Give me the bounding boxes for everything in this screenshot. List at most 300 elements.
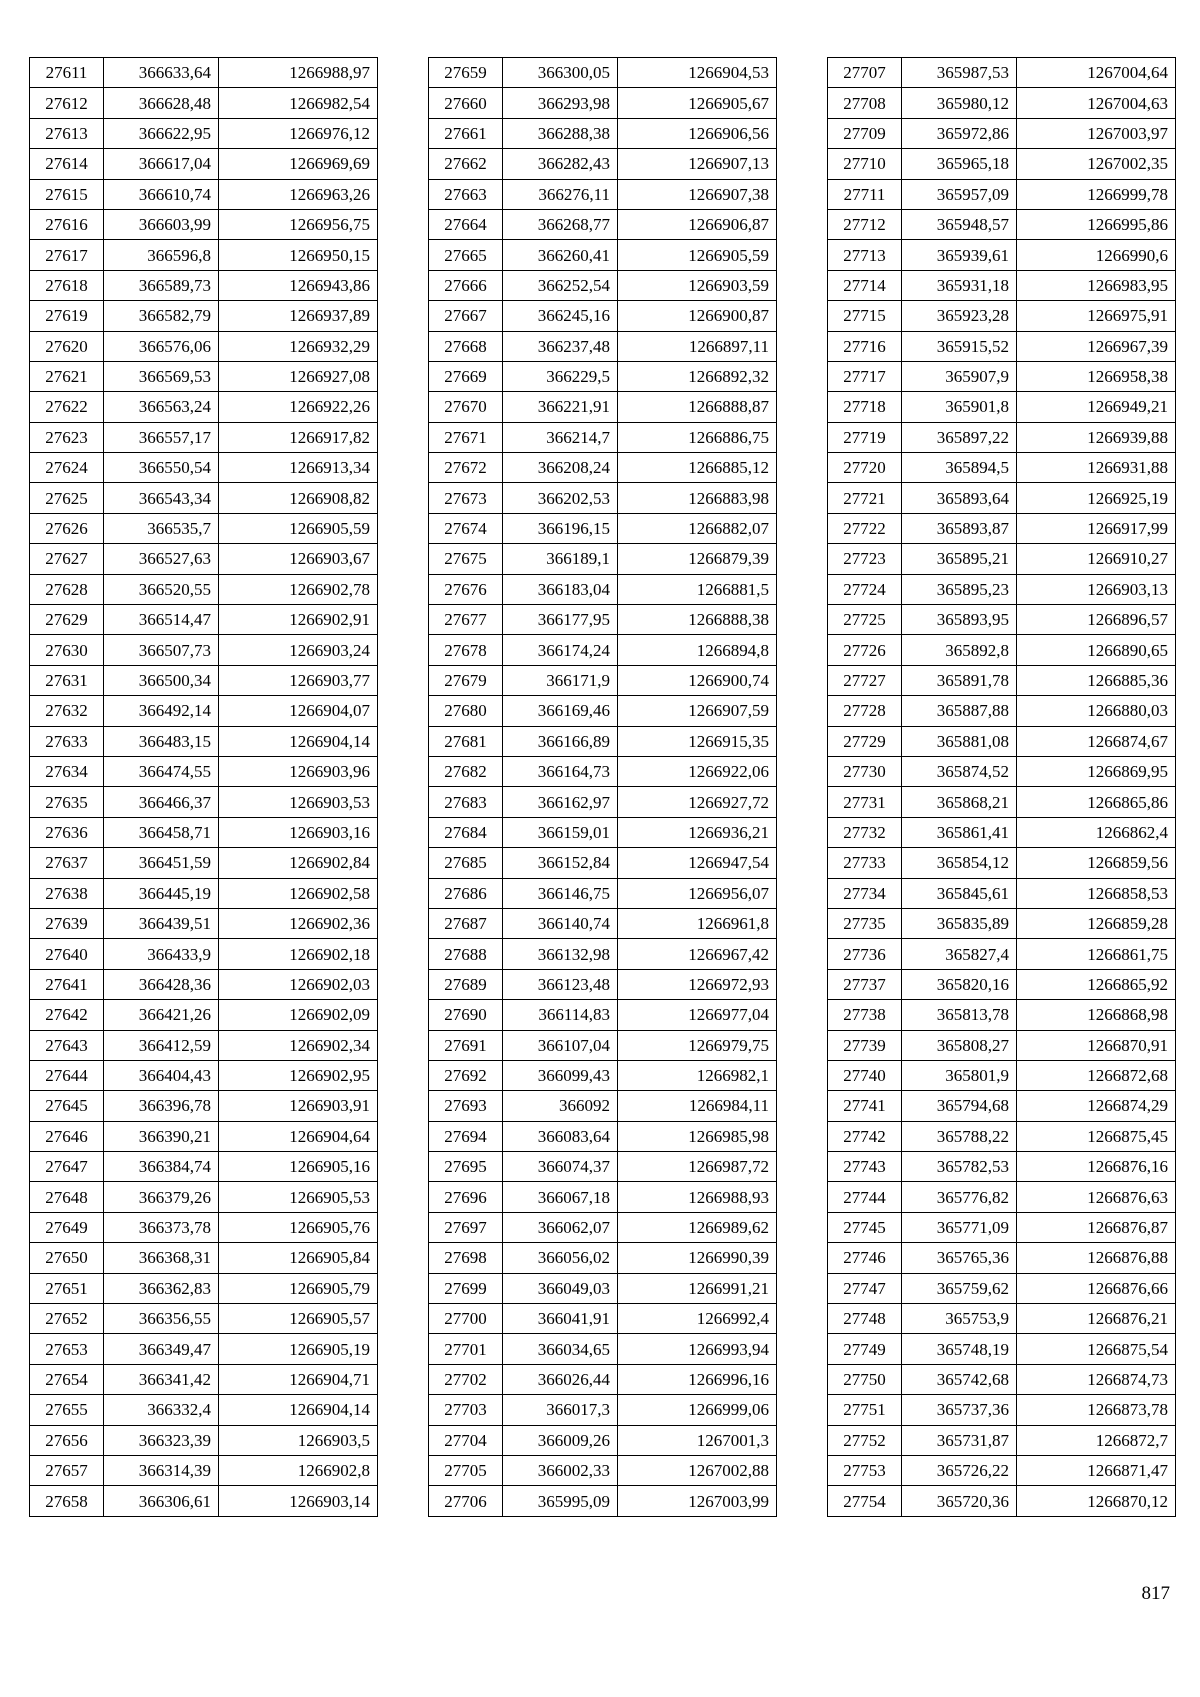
point-number-cell: 27614 (30, 149, 104, 179)
y-coordinate-cell: 1266976,12 (219, 118, 378, 148)
point-number-cell: 27640 (30, 939, 104, 969)
point-number-cell: 27625 (30, 483, 104, 513)
x-coordinate-cell: 365892,8 (902, 635, 1017, 665)
point-number-cell: 27729 (828, 726, 902, 756)
table-row (30, 331, 378, 361)
y-coordinate-cell: 1266902,91 (219, 605, 378, 635)
y-coordinate-cell: 1266903,77 (219, 665, 378, 695)
point-number-cell: 27668 (429, 331, 503, 361)
x-coordinate-cell: 366009,26 (503, 1425, 618, 1455)
table-row (30, 939, 378, 969)
x-coordinate-cell: 365895,23 (902, 574, 1017, 604)
x-coordinate-cell: 366356,55 (104, 1304, 219, 1334)
y-coordinate-cell: 1266894,8 (618, 635, 777, 665)
point-number-cell: 27694 (429, 1121, 503, 1151)
x-coordinate-cell: 366282,43 (503, 149, 618, 179)
table-row (30, 574, 378, 604)
table-row (429, 1152, 777, 1182)
table-row (30, 422, 378, 452)
y-coordinate-cell: 1266861,75 (1017, 939, 1176, 969)
point-number-cell: 27622 (30, 392, 104, 422)
table-row (30, 149, 378, 179)
table-row (30, 1091, 378, 1121)
y-coordinate-cell: 1266902,36 (219, 908, 378, 938)
table-row (429, 149, 777, 179)
y-coordinate-cell: 1266905,57 (219, 1304, 378, 1334)
point-number-cell: 27724 (828, 574, 902, 604)
point-number-cell: 27749 (828, 1334, 902, 1364)
table-row (429, 331, 777, 361)
table-row (429, 1334, 777, 1364)
point-number-cell: 27627 (30, 544, 104, 574)
point-number-cell: 27719 (828, 422, 902, 452)
point-number-cell: 27739 (828, 1030, 902, 1060)
y-coordinate-cell: 1266905,53 (219, 1182, 378, 1212)
y-coordinate-cell: 1266905,59 (618, 240, 777, 270)
x-coordinate-cell: 366252,54 (503, 270, 618, 300)
table-row (828, 1000, 1176, 1030)
y-coordinate-cell: 1266865,86 (1017, 787, 1176, 817)
point-number-cell: 27649 (30, 1212, 104, 1242)
table-row (429, 605, 777, 635)
table-row (429, 392, 777, 422)
y-coordinate-cell: 1266917,99 (1017, 513, 1176, 543)
x-coordinate-cell: 365995,09 (503, 1486, 618, 1516)
table-row (429, 179, 777, 209)
x-coordinate-cell: 366276,11 (503, 179, 618, 209)
x-coordinate-cell: 366428,36 (104, 969, 219, 999)
y-coordinate-cell: 1266903,91 (219, 1091, 378, 1121)
point-number-cell: 27753 (828, 1455, 902, 1485)
table-row (30, 392, 378, 422)
table-row (30, 787, 378, 817)
y-coordinate-cell: 1266885,36 (1017, 665, 1176, 695)
x-coordinate-cell: 365874,52 (902, 756, 1017, 786)
x-coordinate-cell: 365965,18 (902, 149, 1017, 179)
point-number-cell: 27691 (429, 1030, 503, 1060)
point-number-cell: 27675 (429, 544, 503, 574)
y-coordinate-cell: 1266922,26 (219, 392, 378, 422)
y-coordinate-cell: 1266904,71 (219, 1364, 378, 1394)
point-number-cell: 27712 (828, 209, 902, 239)
y-coordinate-cell: 1266907,38 (618, 179, 777, 209)
x-coordinate-cell: 365845,61 (902, 878, 1017, 908)
table-row (828, 908, 1176, 938)
table-row (828, 969, 1176, 999)
table-row (429, 1212, 777, 1242)
table-row (429, 118, 777, 148)
y-coordinate-cell: 1266903,67 (219, 544, 378, 574)
point-number-cell: 27620 (30, 331, 104, 361)
table-row (828, 422, 1176, 452)
y-coordinate-cell: 1266881,5 (618, 574, 777, 604)
table-row (429, 848, 777, 878)
point-number-cell: 27706 (429, 1486, 503, 1516)
y-coordinate-cell: 1266992,4 (618, 1304, 777, 1334)
x-coordinate-cell: 366563,24 (104, 392, 219, 422)
table-row (828, 1364, 1176, 1394)
x-coordinate-cell: 365820,16 (902, 969, 1017, 999)
x-coordinate-cell: 366421,26 (104, 1000, 219, 1030)
point-number-cell: 27641 (30, 969, 104, 999)
table-row (30, 848, 378, 878)
y-coordinate-cell: 1266905,67 (618, 88, 777, 118)
y-coordinate-cell: 1266927,72 (618, 787, 777, 817)
point-number-cell: 27730 (828, 756, 902, 786)
table-row (828, 1121, 1176, 1151)
y-coordinate-cell: 1266949,21 (1017, 392, 1176, 422)
x-coordinate-cell: 365794,68 (902, 1091, 1017, 1121)
y-coordinate-cell: 1266902,09 (219, 1000, 378, 1030)
y-coordinate-cell: 1266950,15 (219, 240, 378, 270)
table-row (828, 1395, 1176, 1425)
y-coordinate-cell: 1266874,29 (1017, 1091, 1176, 1121)
x-coordinate-cell: 366229,5 (503, 361, 618, 391)
table-row (30, 1304, 378, 1334)
point-number-cell: 27686 (429, 878, 503, 908)
x-coordinate-cell: 366268,77 (503, 209, 618, 239)
x-coordinate-cell: 366589,73 (104, 270, 219, 300)
y-coordinate-cell: 1266865,92 (1017, 969, 1176, 999)
y-coordinate-cell: 1266958,38 (1017, 361, 1176, 391)
point-number-cell: 27713 (828, 240, 902, 270)
table-row (30, 483, 378, 513)
point-number-cell: 27642 (30, 1000, 104, 1030)
table-row (30, 635, 378, 665)
table-row (828, 605, 1176, 635)
x-coordinate-cell: 366164,73 (503, 756, 618, 786)
table-row (429, 88, 777, 118)
point-number-cell: 27709 (828, 118, 902, 148)
y-coordinate-cell: 1266915,35 (618, 726, 777, 756)
table-row (828, 665, 1176, 695)
x-coordinate-cell: 366208,24 (503, 453, 618, 483)
x-coordinate-cell: 365901,8 (902, 392, 1017, 422)
x-coordinate-cell: 366123,48 (503, 969, 618, 999)
table-row (429, 756, 777, 786)
y-coordinate-cell: 1266904,53 (618, 58, 777, 88)
x-coordinate-cell: 365868,21 (902, 787, 1017, 817)
y-coordinate-cell: 1266988,93 (618, 1182, 777, 1212)
y-coordinate-cell: 1266872,68 (1017, 1060, 1176, 1090)
y-coordinate-cell: 1266990,39 (618, 1243, 777, 1273)
point-number-cell: 27671 (429, 422, 503, 452)
point-number-cell: 27731 (828, 787, 902, 817)
y-coordinate-cell: 1266995,86 (1017, 209, 1176, 239)
table-row (429, 726, 777, 756)
table-row (429, 1182, 777, 1212)
table-row (828, 574, 1176, 604)
table-row (30, 1152, 378, 1182)
y-coordinate-cell: 1266885,12 (618, 453, 777, 483)
y-coordinate-cell: 1266904,14 (219, 726, 378, 756)
y-coordinate-cell: 1266979,75 (618, 1030, 777, 1060)
point-number-cell: 27699 (429, 1273, 503, 1303)
y-coordinate-cell: 1266904,64 (219, 1121, 378, 1151)
table-row (828, 1425, 1176, 1455)
point-number-cell: 27677 (429, 605, 503, 635)
table-row (30, 908, 378, 938)
y-coordinate-cell: 1266991,21 (618, 1273, 777, 1303)
y-coordinate-cell: 1266874,73 (1017, 1364, 1176, 1394)
x-coordinate-cell: 365827,4 (902, 939, 1017, 969)
table-row (30, 726, 378, 756)
point-number-cell: 27704 (429, 1425, 503, 1455)
point-number-cell: 27621 (30, 361, 104, 391)
point-number-cell: 27722 (828, 513, 902, 543)
y-coordinate-cell: 1266876,63 (1017, 1182, 1176, 1212)
y-coordinate-cell: 1266858,53 (1017, 878, 1176, 908)
x-coordinate-cell: 366550,54 (104, 453, 219, 483)
x-coordinate-cell: 366332,4 (104, 1395, 219, 1425)
table-row (429, 1000, 777, 1030)
table-row (30, 58, 378, 88)
y-coordinate-cell: 1266972,93 (618, 969, 777, 999)
table-row (828, 635, 1176, 665)
point-number-cell: 27623 (30, 422, 104, 452)
y-coordinate-cell: 1266905,76 (219, 1212, 378, 1242)
x-coordinate-cell: 366535,7 (104, 513, 219, 543)
y-coordinate-cell: 1266869,95 (1017, 756, 1176, 786)
x-coordinate-cell: 365939,61 (902, 240, 1017, 270)
point-number-cell: 27637 (30, 848, 104, 878)
table-row (30, 1364, 378, 1394)
x-coordinate-cell: 366214,7 (503, 422, 618, 452)
y-coordinate-cell: 1266999,78 (1017, 179, 1176, 209)
y-coordinate-cell: 1266927,08 (219, 361, 378, 391)
point-number-cell: 27666 (429, 270, 503, 300)
table-row (30, 605, 378, 635)
y-coordinate-cell: 1266961,8 (618, 908, 777, 938)
point-number-cell: 27750 (828, 1364, 902, 1394)
point-number-cell: 27697 (429, 1212, 503, 1242)
table-row (30, 1121, 378, 1151)
point-number-cell: 27688 (429, 939, 503, 969)
point-number-cell: 27670 (429, 392, 503, 422)
y-coordinate-cell: 1266903,53 (219, 787, 378, 817)
y-coordinate-cell: 1266903,59 (618, 270, 777, 300)
y-coordinate-cell: 1266902,78 (219, 574, 378, 604)
y-coordinate-cell: 1266905,84 (219, 1243, 378, 1273)
x-coordinate-cell: 365765,36 (902, 1243, 1017, 1273)
x-coordinate-cell: 365957,09 (902, 179, 1017, 209)
point-number-cell: 27673 (429, 483, 503, 513)
x-coordinate-cell: 365737,36 (902, 1395, 1017, 1425)
x-coordinate-cell: 366492,14 (104, 696, 219, 726)
y-coordinate-cell: 1266876,21 (1017, 1304, 1176, 1334)
point-number-cell: 27748 (828, 1304, 902, 1334)
table-row (429, 361, 777, 391)
point-number-cell: 27667 (429, 301, 503, 331)
y-coordinate-cell: 1266905,16 (219, 1152, 378, 1182)
table-row (429, 209, 777, 239)
table-row (30, 878, 378, 908)
x-coordinate-cell: 366056,02 (503, 1243, 618, 1273)
x-coordinate-cell: 365801,9 (902, 1060, 1017, 1090)
x-coordinate-cell: 366596,8 (104, 240, 219, 270)
table-row (429, 696, 777, 726)
table-row (429, 908, 777, 938)
point-number-cell: 27717 (828, 361, 902, 391)
x-coordinate-cell: 365720,36 (902, 1486, 1017, 1516)
x-coordinate-cell: 366074,37 (503, 1152, 618, 1182)
y-coordinate-cell: 1266873,78 (1017, 1395, 1176, 1425)
table-row (429, 544, 777, 574)
point-number-cell: 27635 (30, 787, 104, 817)
x-coordinate-cell: 366196,15 (503, 513, 618, 543)
table-row (828, 118, 1176, 148)
y-coordinate-cell: 1266984,11 (618, 1091, 777, 1121)
x-coordinate-cell: 365895,21 (902, 544, 1017, 574)
table-row (828, 209, 1176, 239)
table-row (429, 483, 777, 513)
y-coordinate-cell: 1267002,88 (618, 1455, 777, 1485)
point-number-cell: 27711 (828, 179, 902, 209)
table-row (828, 483, 1176, 513)
y-coordinate-cell: 1266892,32 (618, 361, 777, 391)
y-coordinate-cell: 1266917,82 (219, 422, 378, 452)
y-coordinate-cell: 1266886,75 (618, 422, 777, 452)
y-coordinate-cell: 1266870,91 (1017, 1030, 1176, 1060)
table-row (828, 1334, 1176, 1364)
x-coordinate-cell: 366177,95 (503, 605, 618, 635)
point-number-cell: 27714 (828, 270, 902, 300)
x-coordinate-cell: 365987,53 (902, 58, 1017, 88)
table-row (30, 301, 378, 331)
point-number-cell: 27703 (429, 1395, 503, 1425)
point-number-cell: 27613 (30, 118, 104, 148)
point-number-cell: 27664 (429, 209, 503, 239)
x-coordinate-cell: 365726,22 (902, 1455, 1017, 1485)
table-row (828, 1212, 1176, 1242)
point-number-cell: 27616 (30, 209, 104, 239)
y-coordinate-cell: 1266862,4 (1017, 817, 1176, 847)
point-number-cell: 27727 (828, 665, 902, 695)
x-coordinate-cell: 366557,17 (104, 422, 219, 452)
x-coordinate-cell: 366373,78 (104, 1212, 219, 1242)
table-row (828, 149, 1176, 179)
x-coordinate-cell: 365887,88 (902, 696, 1017, 726)
table-row (828, 270, 1176, 300)
y-coordinate-cell: 1266875,45 (1017, 1121, 1176, 1151)
table-row (429, 1273, 777, 1303)
y-coordinate-cell: 1266943,86 (219, 270, 378, 300)
x-coordinate-cell: 365731,87 (902, 1425, 1017, 1455)
y-coordinate-cell: 1266902,03 (219, 969, 378, 999)
table-row (30, 240, 378, 270)
point-number-cell: 27651 (30, 1273, 104, 1303)
y-coordinate-cell: 1266913,34 (219, 453, 378, 483)
table-row (828, 1455, 1176, 1485)
y-coordinate-cell: 1266902,58 (219, 878, 378, 908)
point-number-cell: 27632 (30, 696, 104, 726)
y-coordinate-cell: 1266902,95 (219, 1060, 378, 1090)
x-coordinate-cell: 366610,74 (104, 179, 219, 209)
point-number-cell: 27745 (828, 1212, 902, 1242)
y-coordinate-cell: 1266932,29 (219, 331, 378, 361)
x-coordinate-cell: 366293,98 (503, 88, 618, 118)
y-coordinate-cell: 1266902,8 (219, 1455, 378, 1485)
table-row (429, 301, 777, 331)
point-number-cell: 27751 (828, 1395, 902, 1425)
point-number-cell: 27740 (828, 1060, 902, 1090)
y-coordinate-cell: 1266903,14 (219, 1486, 378, 1516)
table-row (30, 1030, 378, 1060)
table-row (429, 1425, 777, 1455)
x-coordinate-cell: 366067,18 (503, 1182, 618, 1212)
x-coordinate-cell: 366041,91 (503, 1304, 618, 1334)
table-row (828, 817, 1176, 847)
y-coordinate-cell: 1266907,13 (618, 149, 777, 179)
table-row (828, 696, 1176, 726)
table-row (30, 544, 378, 574)
x-coordinate-cell: 366237,48 (503, 331, 618, 361)
x-coordinate-cell: 366349,47 (104, 1334, 219, 1364)
x-coordinate-cell: 365893,87 (902, 513, 1017, 543)
table-row (30, 1455, 378, 1485)
y-coordinate-cell: 1266880,03 (1017, 696, 1176, 726)
x-coordinate-cell: 366260,41 (503, 240, 618, 270)
y-coordinate-cell: 1266937,89 (219, 301, 378, 331)
table-row (828, 1152, 1176, 1182)
table-row (828, 392, 1176, 422)
x-coordinate-cell: 366062,07 (503, 1212, 618, 1242)
table-row (828, 1182, 1176, 1212)
point-number-cell: 27648 (30, 1182, 104, 1212)
table-row (828, 726, 1176, 756)
y-coordinate-cell: 1266888,87 (618, 392, 777, 422)
table-row (30, 453, 378, 483)
point-number-cell: 27716 (828, 331, 902, 361)
point-number-cell: 27742 (828, 1121, 902, 1151)
x-coordinate-cell: 366341,42 (104, 1364, 219, 1394)
point-number-cell: 27690 (429, 1000, 503, 1030)
x-coordinate-cell: 366466,37 (104, 787, 219, 817)
y-coordinate-cell: 1266870,12 (1017, 1486, 1176, 1516)
x-coordinate-cell: 366458,71 (104, 817, 219, 847)
table-row (828, 1304, 1176, 1334)
point-number-cell: 27683 (429, 787, 503, 817)
table-row (30, 665, 378, 695)
y-coordinate-cell: 1266905,19 (219, 1334, 378, 1364)
table-row (429, 939, 777, 969)
x-coordinate-cell: 366404,43 (104, 1060, 219, 1090)
x-coordinate-cell: 366582,79 (104, 301, 219, 331)
y-coordinate-cell: 1266859,28 (1017, 908, 1176, 938)
y-coordinate-cell: 1266902,84 (219, 848, 378, 878)
x-coordinate-cell: 366483,15 (104, 726, 219, 756)
y-coordinate-cell: 1266900,74 (618, 665, 777, 695)
point-number-cell: 27652 (30, 1304, 104, 1334)
x-coordinate-cell: 366189,1 (503, 544, 618, 574)
point-number-cell: 27662 (429, 149, 503, 179)
x-coordinate-cell: 365753,9 (902, 1304, 1017, 1334)
point-number-cell: 27624 (30, 453, 104, 483)
y-coordinate-cell: 1266956,75 (219, 209, 378, 239)
point-number-cell: 27678 (429, 635, 503, 665)
x-coordinate-cell: 365948,57 (902, 209, 1017, 239)
table-row (828, 1030, 1176, 1060)
x-coordinate-cell: 366140,74 (503, 908, 618, 938)
x-coordinate-cell: 365931,18 (902, 270, 1017, 300)
y-coordinate-cell: 1266908,82 (219, 483, 378, 513)
point-number-cell: 27650 (30, 1243, 104, 1273)
table-row (828, 1060, 1176, 1090)
table-row (828, 88, 1176, 118)
point-number-cell: 27639 (30, 908, 104, 938)
table-row (828, 848, 1176, 878)
x-coordinate-cell: 366628,48 (104, 88, 219, 118)
